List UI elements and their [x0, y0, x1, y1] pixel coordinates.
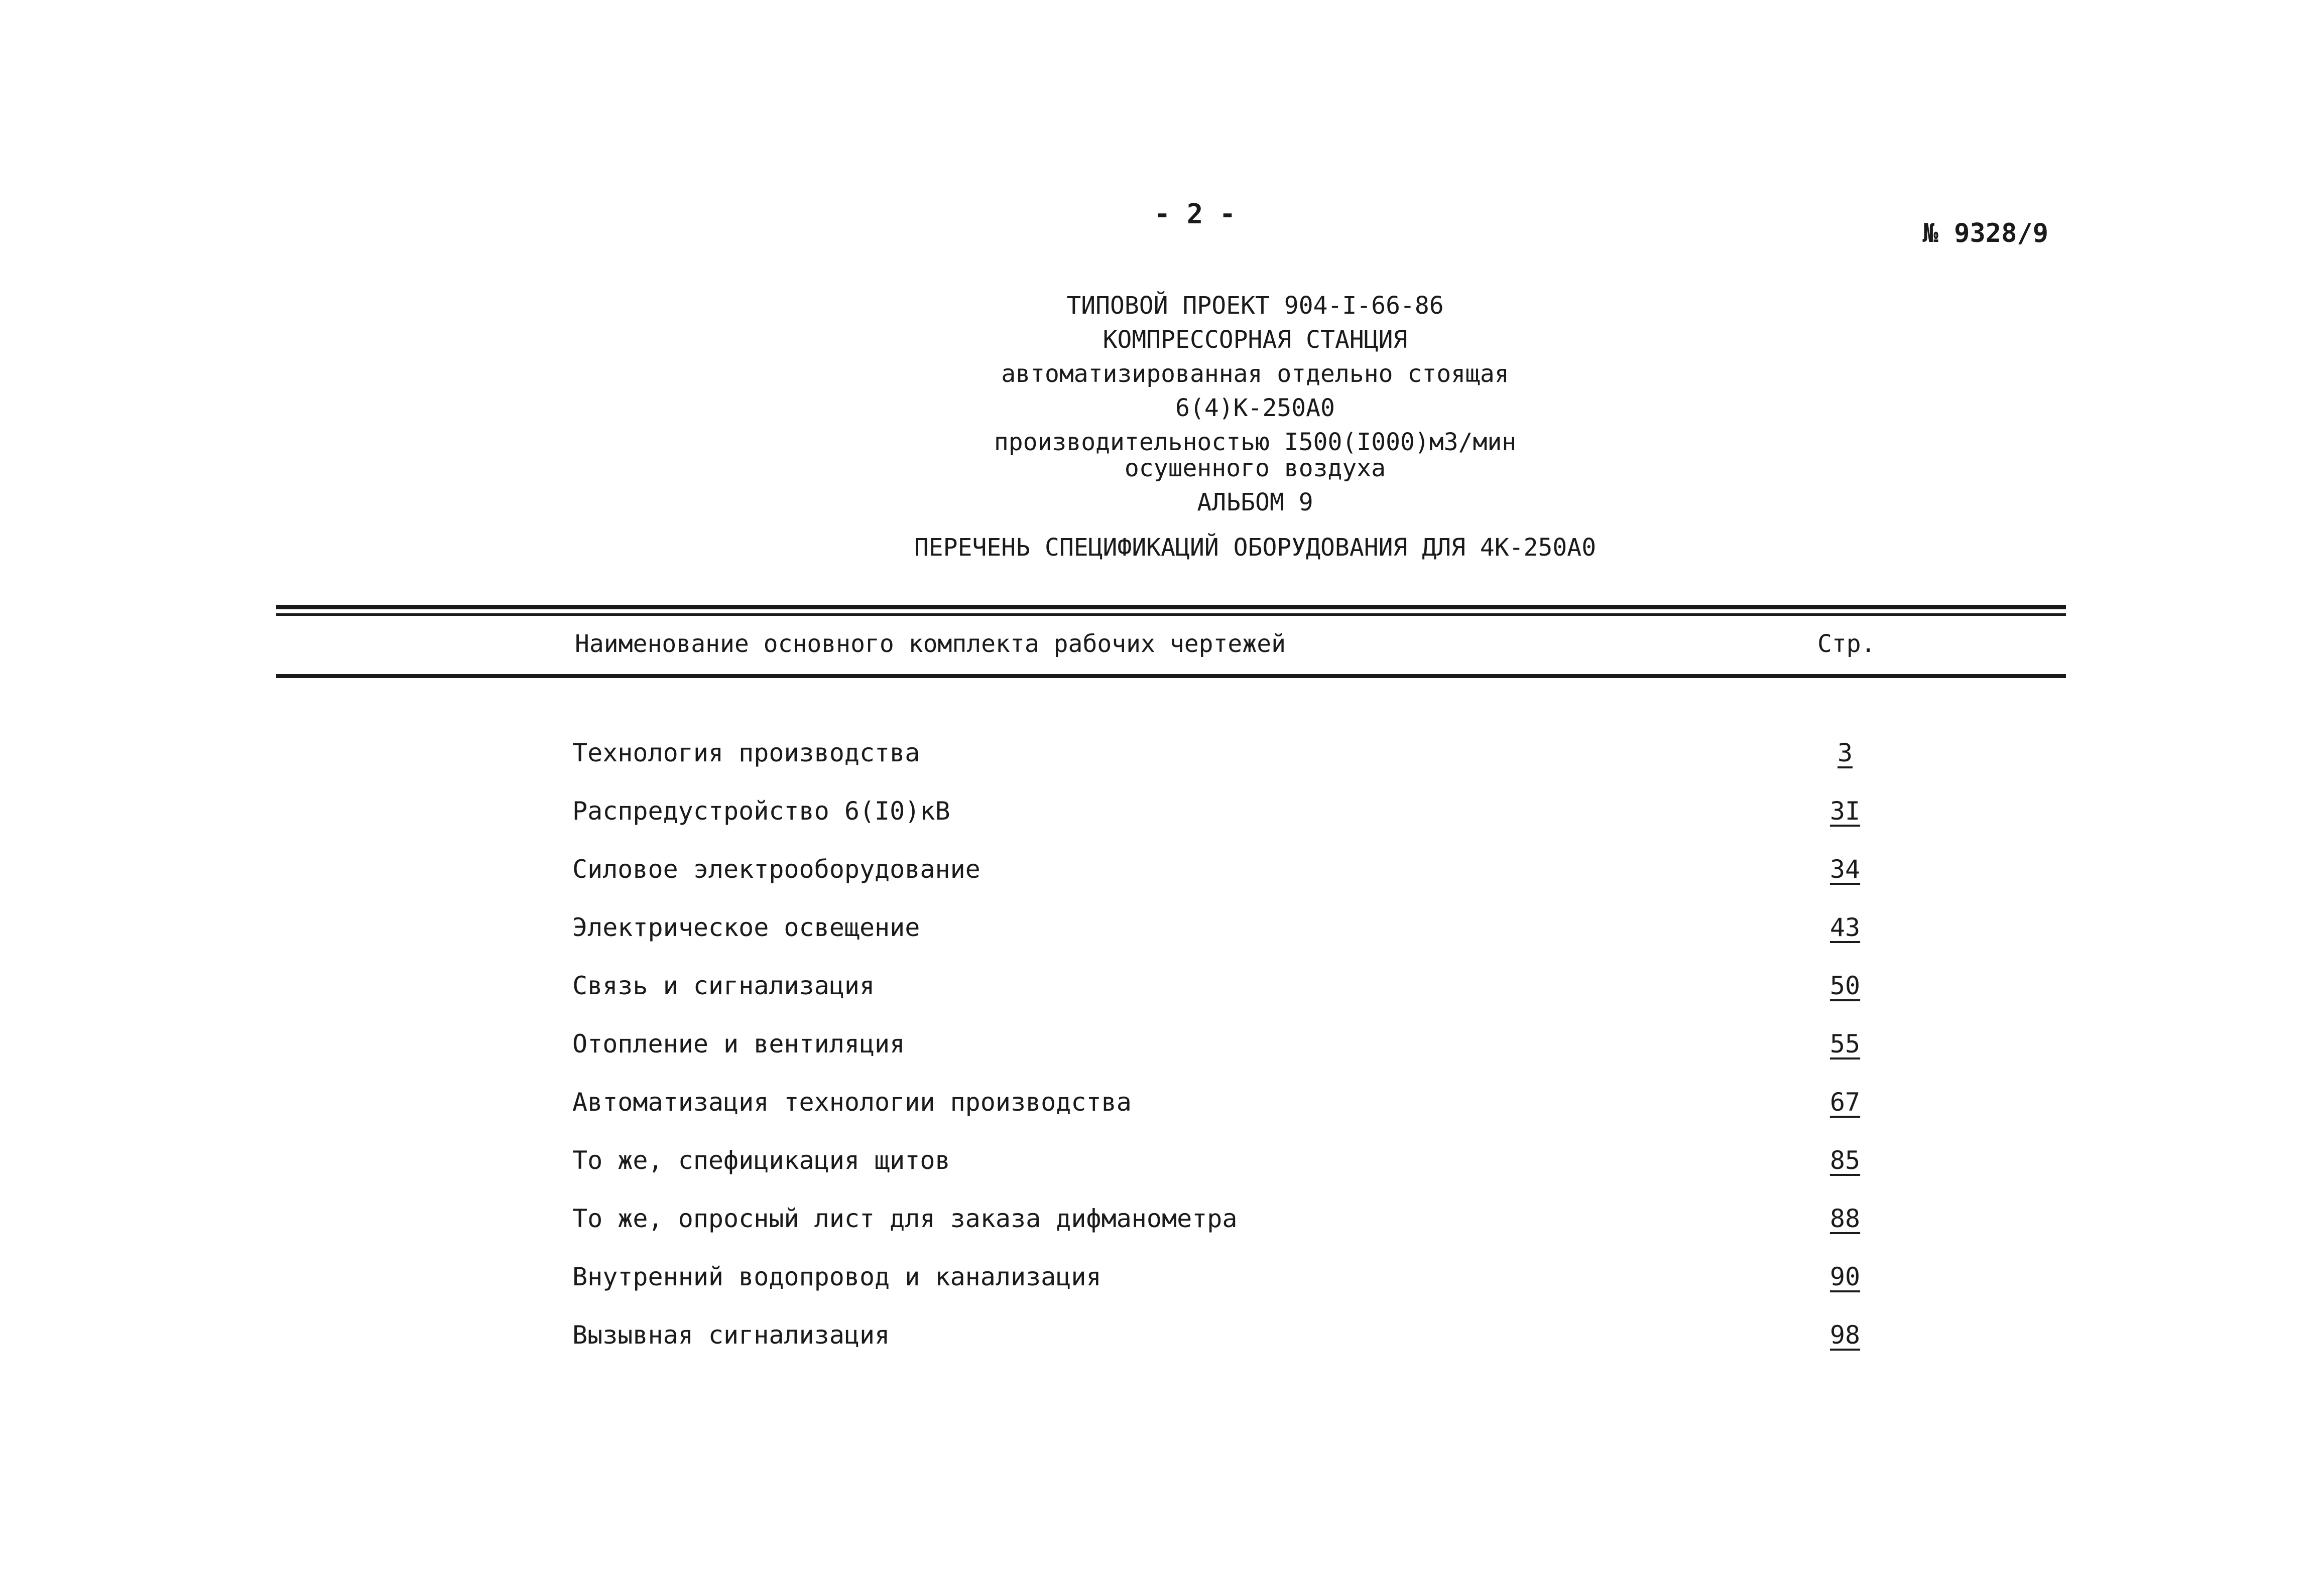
station-description: автоматизированная отдельно стоящая	[1001, 360, 1509, 388]
table-row	[572, 1145, 1928, 1204]
table-row	[572, 971, 1928, 1029]
row-name: Вызывная сигнализация	[572, 1320, 890, 1350]
row-name: То же, спефицикация щитов	[572, 1146, 950, 1175]
table-row	[572, 1262, 1928, 1320]
row-page: 88	[1829, 1204, 1861, 1233]
title-block	[813, 289, 1697, 565]
row-name: Технология производства	[572, 738, 920, 767]
row-page: 85	[1829, 1146, 1861, 1175]
table-row	[572, 854, 1928, 912]
document-number: № 9328/9	[1922, 218, 2048, 248]
row-page: 43	[1829, 913, 1861, 942]
table-row	[572, 738, 1928, 796]
table-row	[572, 1087, 1928, 1145]
table-top-rule	[276, 605, 2066, 609]
table-row	[572, 912, 1928, 971]
capacity-line-2: осушенного воздуха	[1124, 454, 1386, 482]
project-title: ТИПОВОЙ ПРОЕКТ 904-I-66-86	[1066, 292, 1444, 320]
row-page: 98	[1829, 1320, 1861, 1350]
contents-list	[572, 738, 1928, 1370]
row-name: Отопление и вентиляция	[572, 1029, 905, 1058]
table-row	[572, 796, 1928, 854]
table-header-rule	[276, 674, 2066, 678]
row-name: Внутренний водопровод и канализация	[572, 1262, 1102, 1291]
row-page: 3	[1837, 738, 1853, 767]
row-name: Электрическое освещение	[572, 913, 920, 942]
row-page: 3I	[1829, 797, 1861, 826]
table-row	[572, 1029, 1928, 1087]
column-header-page: Стр.	[1817, 630, 1876, 658]
row-page: 67	[1829, 1088, 1861, 1117]
row-name: Связь и сигнализация	[572, 971, 875, 1000]
list-title: ПЕРЕЧЕНЬ СПЕЦИФИКАЦИЙ ОБОРУДОВАНИЯ ДЛЯ 4К-250А0	[914, 534, 1597, 562]
column-header-name: Наименование основного комплекта рабочих чертежей	[575, 630, 1286, 658]
station-title: КОМПРЕССОРНАЯ СТАНЦИЯ	[1103, 326, 1408, 354]
row-page: 34	[1829, 855, 1861, 884]
table-top-rule-thin	[276, 613, 2066, 616]
row-name: Автоматизация технологии производства	[572, 1088, 1132, 1117]
row-name: Распредустройство 6(I0)кВ	[572, 797, 950, 826]
capacity-line: производительностью I500(I000)м3/мин	[994, 428, 1517, 456]
album-label: АЛЬБОМ 9	[1197, 488, 1313, 516]
row-name: Силовое электрооборудование	[572, 855, 981, 884]
station-model: 6(4)К-250А0	[1175, 394, 1335, 422]
table-row	[572, 1320, 1928, 1370]
page-number: - 2 -	[1154, 198, 1236, 230]
table-row	[572, 1204, 1928, 1262]
row-page: 50	[1829, 971, 1861, 1000]
row-page: 55	[1829, 1029, 1861, 1058]
row-page: 90	[1829, 1262, 1861, 1291]
row-name: То же, опросный лист для заказа дифманометра	[572, 1204, 1238, 1233]
